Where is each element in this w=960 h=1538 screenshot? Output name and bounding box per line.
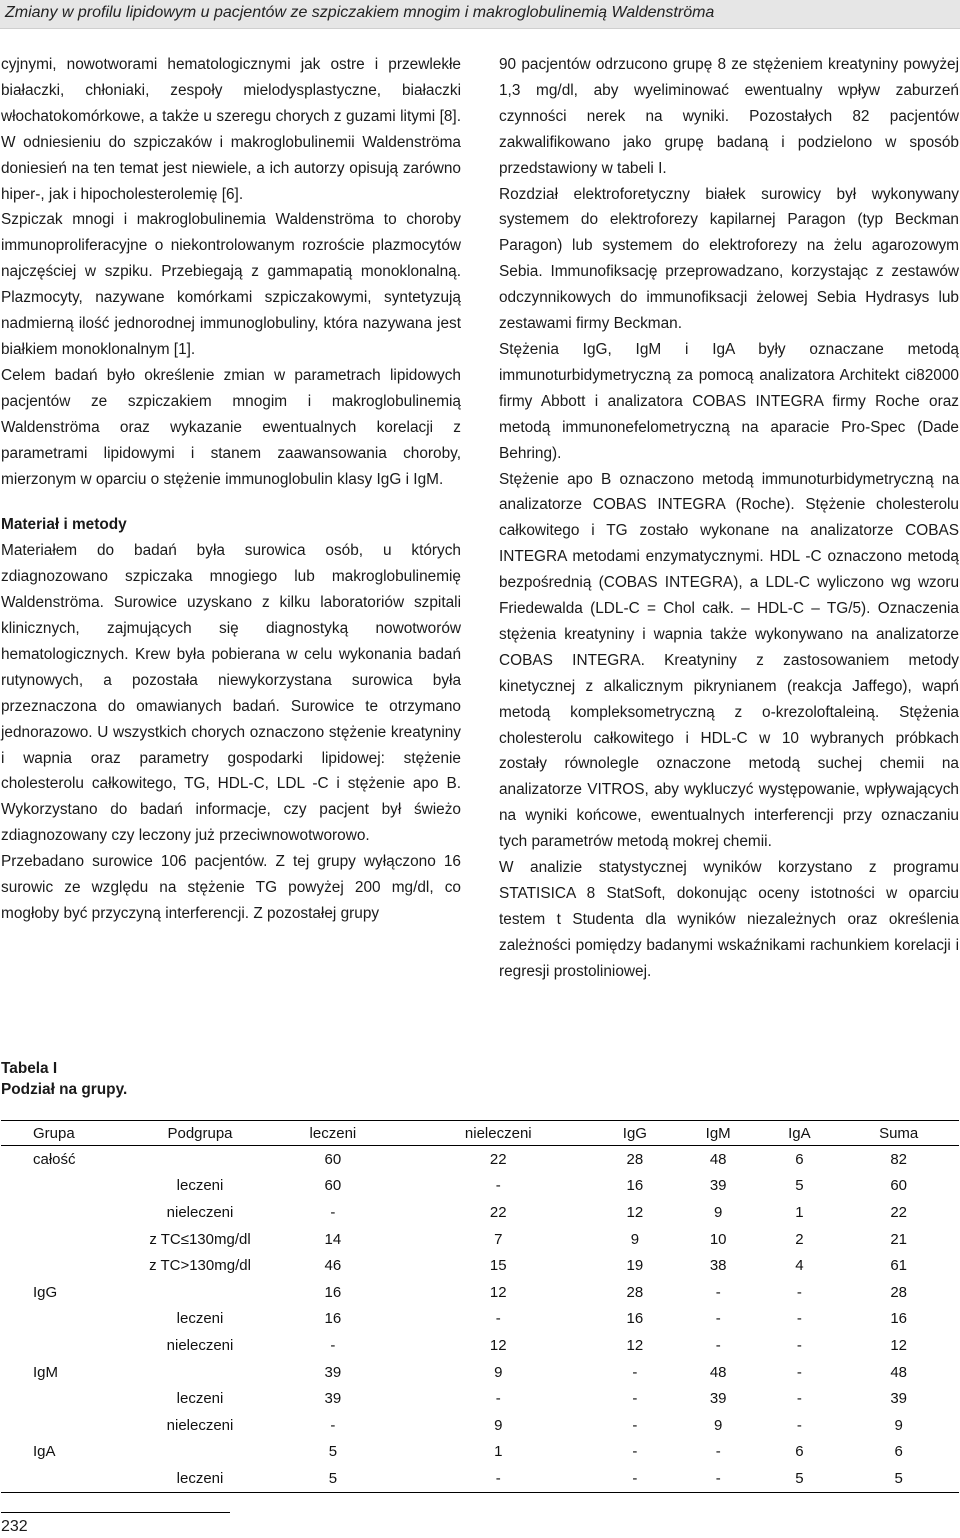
table-cell: 10: [709, 1230, 727, 1248]
table-cell: 9: [494, 1416, 503, 1434]
column-header: Suma: [838, 1121, 959, 1146]
table-cell: -: [495, 1390, 501, 1408]
table-cell: -: [632, 1416, 638, 1434]
table-cell: IgG: [33, 1283, 58, 1301]
table-cell: -: [632, 1443, 638, 1461]
paragraph: cyjnymi, nowotworami hematologicznymi jak ostre i przewlekłe białaczki, chłoniaki, zespoły mielodysplastyczne, białaczki włochatokomórkowe, a także u szeregu chorych z guzami litymi [8]. W odniesieniu do szpiczaków i makroglobulinemii Waldenströma doniesień na ten temat jest niewiele, a ich autorzy opisują zarówno hiper-, jak i hipocholesterolemię [6].: [1, 56, 461, 203]
table-cell: 9: [714, 1203, 723, 1221]
column-header: IgG: [594, 1121, 676, 1146]
table-cell: 12: [890, 1336, 908, 1354]
table-cell: -: [330, 1416, 336, 1434]
table-cell: 5: [838, 1465, 959, 1492]
right-column: [499, 52, 959, 985]
paragraph: Szpiczak mnogi i makroglobulinemia Waldenströma to choroby immunoproliferacyjne o niekontrolowanym rozroście plazmocytów najczęściej w szpiku. Przebiegają z gammapatią monoklonalną. Plazmocyty, nazywane komórkami szpiczakowymi, syntetyzują nadmierną ilość jednorodnej immunoglobuliny, która nazywana jest białkiem monoklonalnym [1].: [1, 211, 461, 358]
table-cell: leczeni: [176, 1310, 224, 1328]
table-cell: 22: [890, 1203, 908, 1221]
table-cell: [1, 1306, 137, 1333]
table-row: [1, 1173, 959, 1200]
paragraph: Stężenie apo B oznaczono metodą immunoturbidymetryczną na analizatorze COBAS INTEGRA (Roche). Stężenie cholesterolu całkowitego i TG zostało wykonane na analizatorze COBAS INTEGRA metodami enzymatycznymi. HDL -C oznaczono metodą bezpośrednią (COBAS INTEGRA), a LDL-C wyliczono wg wzoru Friedewalda (LDL-C = Chol całk. – HDL-C – TG/5). Oznaczenia stężenia kreatyniny i wapnia także wykonywano na analizatorze COBAS INTEGRA. Kreatyniny z zastosowaniem metody kinetycznej z alkalicznym pikrynianem (reakcja Jaffego), wapń metodą kompleksometryczną z o-krezoloftaleiną. Stężenia cholesterolu całkowitego i HDL-C w 10 wybranych próbkach zostały równolegle oznaczone metodą suchej chemii na analizatorze VITROS, aby wykluczyć występowanie, wpływających na wyniki końcowe, ewentualnych interferencji przy oznaczaniu tych parametrów metodą mokrej chemii.: [499, 470, 959, 851]
column-header: IgM: [676, 1121, 760, 1146]
paragraph: Przebadano surowice 106 pacjentów. Z tej grupy wyłączono 16 surowic ze względu na stężenie TG powyżej 200 mg/dl, co mogłoby być przyczyną interferencji. Z pozostałej grupy: [1, 853, 461, 922]
table-cell: nieleczeni: [166, 1203, 234, 1221]
table-cell: 4: [795, 1257, 804, 1275]
table-cell: 12: [626, 1336, 644, 1354]
footer-rule: [1, 1512, 230, 1513]
table-cell: -: [330, 1203, 336, 1221]
paragraph: Celem badań było określenie zmian w parametrach lipidowych pacjentów ze szpiczakiem mnogim i makroglobulinemią Waldenströma oraz wykazanie ewentualnych korelacji z parametrami lipidowymi i stanem zaawansowania choroby, mierzonym w oparciu o stężenie immunoglobulin klasy IgG i IgM.: [1, 366, 461, 488]
table-cell: 28: [626, 1150, 644, 1168]
table-cell: 38: [709, 1257, 727, 1275]
table-cell: -: [796, 1283, 802, 1301]
table-cell: -: [632, 1390, 638, 1408]
table-row: [1, 1412, 959, 1439]
table-row: [1, 1252, 959, 1279]
table-cell: 39: [324, 1363, 342, 1381]
table-row: [1, 1359, 959, 1386]
table-row: [1, 1306, 959, 1333]
table-cell: leczeni: [137, 1465, 263, 1492]
table-cell: 60: [890, 1177, 908, 1195]
table-row: [1, 1332, 959, 1359]
table-cell: 19: [626, 1257, 644, 1275]
table-cell: leczeni: [176, 1390, 224, 1408]
column-header: leczeni: [263, 1121, 403, 1146]
table-cell: całość: [33, 1150, 76, 1168]
table-cell: 39: [890, 1390, 908, 1408]
table-cell: z TC>130mg/dl: [149, 1257, 251, 1275]
table-cell: 21: [890, 1230, 908, 1248]
table-cell: -: [715, 1336, 721, 1354]
table-title: [1, 1058, 127, 1100]
table-row: [1, 1465, 959, 1492]
table-cell: 39: [709, 1390, 727, 1408]
table-cell: [137, 1279, 263, 1306]
table-label: Tabela I: [1, 1060, 58, 1077]
table-cell: 6: [795, 1150, 804, 1168]
table-cell: 14: [324, 1230, 342, 1248]
table-header-row: [1, 1121, 959, 1146]
table-cell: -: [632, 1363, 638, 1381]
table-cell: 7: [494, 1230, 503, 1248]
section-heading: Materiał i metody: [1, 516, 127, 534]
table-cell: 2: [795, 1230, 804, 1248]
table-cell: 48: [709, 1363, 727, 1381]
table-cell: 46: [324, 1257, 342, 1275]
table-cell: -: [796, 1336, 802, 1354]
column-header: IgA: [760, 1121, 838, 1146]
table-cell: 22: [489, 1150, 507, 1168]
table-cell: 16: [626, 1177, 644, 1195]
running-header: [0, 0, 960, 29]
left-column: [1, 52, 461, 927]
table-cell: 22: [489, 1203, 507, 1221]
paragraph: Rozdział elektroforetyczny białek surowicy był wykonywany systemem do elektroforezy kapilarnej Paragon (typ Beckman Paragon) lub systemem do elektroforezy na żelu agarozowym Sebia. Immunofiksację przeprowadzano, korzystając z zestawów odczynnikowych do immunofiksacji żelowej Sebia Hydrasys lub zestawami firmy Beckman.: [499, 185, 959, 333]
table-cell: [137, 1359, 263, 1386]
table-cell: nieleczeni: [166, 1336, 234, 1354]
table-cell: -: [715, 1310, 721, 1328]
table-cell: 16: [324, 1283, 342, 1301]
table-cell: 39: [324, 1390, 342, 1408]
table-cell: 60: [324, 1177, 342, 1195]
table-cell: [1, 1412, 137, 1439]
table-cell: 9: [714, 1416, 723, 1434]
table-cell: 39: [709, 1177, 727, 1195]
table-cell: [1, 1465, 137, 1492]
table-cell: [137, 1146, 263, 1173]
table-cell: 9: [894, 1416, 903, 1434]
table-row: [1, 1226, 959, 1253]
table-caption: Podział na grupy.: [1, 1081, 128, 1098]
table-cell: 82: [890, 1150, 908, 1168]
table-cell: 16: [626, 1310, 644, 1328]
table-cell: -: [715, 1283, 721, 1301]
table-cell: [1, 1173, 137, 1200]
column-header: nieleczeni: [403, 1121, 594, 1146]
table-cell: [137, 1439, 263, 1466]
table-cell: leczeni: [176, 1177, 224, 1195]
table-cell: [1, 1252, 137, 1279]
table-cell: -: [330, 1336, 336, 1354]
table-cell: 1: [494, 1443, 503, 1461]
table-cell: 15: [489, 1257, 507, 1275]
table-cell: 5: [328, 1443, 338, 1461]
table-cell: 6: [795, 1443, 804, 1461]
table-cell: 28: [626, 1283, 644, 1301]
table-body: [1, 1146, 959, 1493]
table-row: [1, 1439, 959, 1466]
table-cell: 16: [324, 1310, 342, 1328]
table-cell: 6: [894, 1443, 903, 1461]
table-row: [1, 1279, 959, 1306]
table-cell: 12: [626, 1203, 644, 1221]
table-cell: IgA: [33, 1443, 56, 1461]
table-cell: 60: [324, 1150, 342, 1168]
table-row: [1, 1146, 959, 1173]
table-cell: 12: [489, 1336, 507, 1354]
table-cell: [1, 1332, 137, 1359]
column-header: Grupa: [1, 1121, 137, 1146]
table-cell: [1, 1199, 137, 1226]
table-cell: 48: [709, 1150, 727, 1168]
running-title: Zmiany w profilu lipidowym u pacjentów ze szpiczakiem mnogim i makroglobulinemią Waldenströma: [5, 4, 715, 21]
table-cell: 5: [263, 1465, 403, 1492]
table-cell: -: [796, 1310, 802, 1328]
paragraph: 90 pacjentów odrzucono grupę 8 ze stężeniem kreatyniny powyżej 1,3 mg/dl, aby wyeliminować ewentualny wpływ zaburzeń czynności nerek na wyniki. Pozostałych 82 pacjentów zakwalifikowano jako grupę badaną i podzielono w sposób przedstawiony w tabeli I.: [499, 56, 959, 177]
table-cell: -: [594, 1465, 676, 1492]
page-number: 232: [1, 1518, 28, 1535]
table-cell: 28: [890, 1283, 908, 1301]
paragraph: W analizie statystycznej wyników korzystano z programu STATISICA 8 StatSoft, dokonując oceny istotności w oparciu testem t Studenta dla wyników niezależnych oraz określenia zależności pomiędzy badanymi wskaźnikami rachunkiem korelacji i regresji prostoliniowej.: [499, 859, 959, 980]
column-header: Podgrupa: [137, 1121, 263, 1146]
table-cell: 1: [795, 1203, 804, 1221]
table-cell: -: [715, 1443, 721, 1461]
table-cell: 5: [795, 1177, 804, 1195]
table-cell: 16: [890, 1310, 908, 1328]
table-cell: z TC≤130mg/dl: [149, 1230, 251, 1248]
table-row: [1, 1385, 959, 1412]
table-cell: -: [676, 1465, 760, 1492]
paragraph: Materiałem do badań była surowica osób, u których zdiagnozowano szpiczaka mnogiego lub makroglobulinemię Waldenströma. Surowice uzyskano z kilku laboratoriów szpitali klinicznych, zajmujących się diagnostyką nowotworów hematologicznych. Krew była pobierana w celu wykonania badań rutynowych, a pozostała niewykorzystana surowica była przeznaczona do omawianych badań. Surowice te otrzymano jednorazowo. U wszystkich chorych oznaczono stężenie kreatyniny i wapnia oraz parametry gospodarki lipidowej: stężenie cholesterolu całkowitego, TG, HDL-C, LDL -C i stężenie apo B. Wykorzystano do badań informacje, czy pacjent był świeżo zdiagnozowany czy leczony już przeciwnowotworowo.: [1, 542, 461, 845]
table-cell: 9: [494, 1363, 503, 1381]
table-cell: 9: [630, 1230, 640, 1248]
table-cell: 5: [760, 1465, 838, 1492]
table-cell: -: [403, 1465, 594, 1492]
table-cell: IgM: [33, 1363, 59, 1381]
table-cell: -: [495, 1177, 501, 1195]
table-cell: nieleczeni: [166, 1416, 234, 1434]
table-row: [1, 1199, 959, 1226]
table-cell: -: [796, 1390, 802, 1408]
table-cell: [1, 1385, 137, 1412]
table-cell: -: [796, 1416, 802, 1434]
table-cell: -: [796, 1363, 802, 1381]
table-cell: 12: [489, 1283, 507, 1301]
table-cell: 48: [890, 1363, 908, 1381]
table-cell: -: [495, 1310, 501, 1328]
table-cell: 61: [890, 1257, 908, 1275]
table-cell: [1, 1226, 137, 1253]
groups-table: [1, 1120, 959, 1493]
paragraph: Stężenia IgG, IgM i IgA były oznaczane metodą immunoturbidymetryczną za pomocą analizatora Architekt ci82000 firmy Abbott i analizatora COBAS INTEGRA firmy Roche oraz metodą immunonefelometryczną na aparacie Pro-Spec (Dade Behring).: [499, 340, 959, 462]
